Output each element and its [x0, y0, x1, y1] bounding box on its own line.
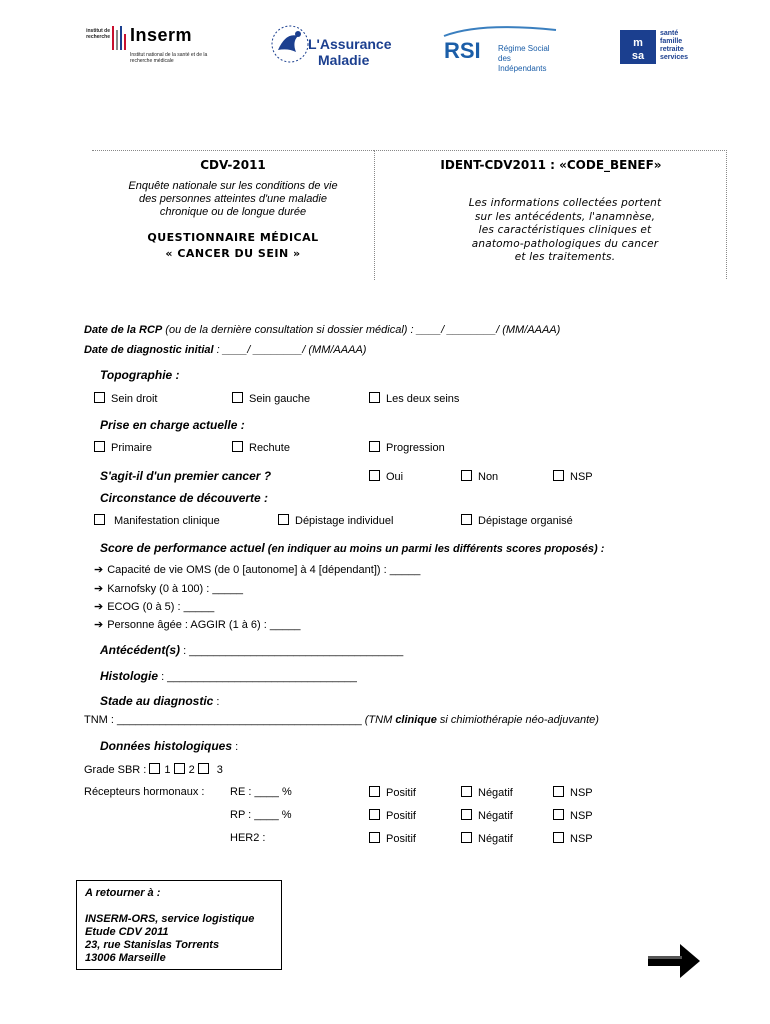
arrow-right-icon: ➔ — [94, 564, 104, 576]
msa-line1: santé — [660, 30, 679, 37]
option-label: NSP — [570, 787, 593, 799]
checkbox-icon[interactable] — [369, 441, 380, 452]
option-label: Dépistage organisé — [478, 515, 573, 527]
info-text — [420, 197, 710, 265]
score-title: Score de performance actuel — [100, 541, 265, 555]
study-subtitle-line1: Enquête nationale sur les conditions de vie — [128, 180, 338, 192]
option-sein-gauche[interactable] — [232, 392, 310, 405]
return-address-box — [76, 880, 282, 970]
premier-cancer-question: S'agit-il d'un premier cancer ? — [100, 469, 272, 483]
antecedents-row[interactable] — [100, 643, 403, 657]
rp-negatif[interactable] — [461, 809, 513, 822]
msa-line2: famille — [660, 38, 683, 45]
score-item-karnofsky[interactable] — [94, 582, 243, 595]
checkbox-icon[interactable] — [369, 786, 380, 797]
option-manifestation-clinique[interactable] — [94, 514, 220, 527]
date-diagnostic-label: Date de diagnostic initial — [84, 344, 214, 356]
checkbox-icon[interactable] — [94, 441, 105, 452]
info-line3: les caractéristiques cliniques et — [478, 224, 652, 236]
checkbox-icon[interactable] — [369, 392, 380, 403]
msa-line3: retraite — [660, 46, 684, 53]
info-line5: et les traitements. — [514, 251, 616, 263]
rsi-name: RSI — [444, 38, 481, 63]
re-label[interactable]: RE : ____ % — [230, 786, 292, 798]
option-label: Les deux seins — [386, 393, 460, 405]
score-item-label: Karnofsky (0 à 100) : _____ — [107, 583, 243, 595]
tnm-note-a: (TNM — [361, 714, 396, 726]
checkbox-icon[interactable] — [198, 763, 209, 774]
next-page-arrow-icon[interactable] — [648, 942, 702, 982]
assurance-maladie-logo — [268, 22, 392, 72]
stade-label: Stade au diagnostic — [100, 694, 214, 708]
arrow-right-icon: ➔ — [94, 619, 104, 631]
inserm-name: Inserm — [130, 25, 193, 45]
checkbox-icon[interactable] — [232, 441, 243, 452]
option-progression[interactable] — [369, 441, 445, 454]
option-depistage-organise[interactable] — [461, 514, 573, 527]
rp-nsp[interactable] — [553, 809, 593, 822]
histologie-label: Histologie — [100, 669, 159, 683]
option-label: Oui — [386, 471, 404, 483]
option-label: Dépistage individuel — [295, 515, 394, 527]
grade-sbr-row[interactable] — [84, 763, 223, 776]
re-nsp[interactable] — [553, 786, 593, 799]
return-line3: 23, rue Stanislas Torrents — [85, 939, 220, 951]
checkbox-icon[interactable] — [174, 763, 185, 774]
msa-line4: services — [660, 54, 689, 61]
option-depistage-individuel[interactable] — [278, 514, 393, 527]
inserm-tagline: Institut national de la santé et de la recherche médicale — [130, 52, 208, 64]
checkbox-icon[interactable] — [553, 786, 564, 797]
grade-3-label: 3 — [216, 764, 223, 776]
checkbox-icon[interactable] — [369, 809, 380, 820]
circonstance-title: Circonstance de découverte : — [100, 491, 269, 505]
checkbox-icon[interactable] — [461, 514, 472, 525]
option-label: Primaire — [111, 442, 152, 454]
info-line2: sur les antécédents, l'anamnèse, — [474, 210, 656, 223]
option-label: Sein gauche — [249, 393, 311, 405]
option-label: Sein droit — [111, 393, 158, 405]
checkbox-icon[interactable] — [94, 514, 105, 525]
option-nsp[interactable] — [553, 470, 593, 483]
antecedents-blank: : ___________________________________ — [180, 645, 404, 657]
study-subtitle-line3: chronique ou de longue durée — [159, 206, 307, 218]
return-title: A retourner à : — [85, 887, 161, 899]
checkbox-icon[interactable] — [461, 832, 472, 843]
info-line1: Les informations collectées portent — [468, 197, 662, 209]
score-item-label: Personne âgée : AGGIR (1 à 6) : _____ — [107, 619, 301, 631]
svg-text:m: m — [633, 37, 643, 49]
date-rcp-label: Date de la RCP — [84, 324, 163, 336]
msa-emblem-icon — [620, 30, 656, 64]
arrow-right-icon: ➔ — [94, 583, 104, 595]
checkbox-icon[interactable] — [553, 470, 564, 481]
option-label: Positif — [386, 833, 416, 845]
rsi-line2: des Indépendants — [498, 54, 547, 73]
rp-label[interactable]: RP : ____ % — [230, 809, 292, 821]
score-item-ecog[interactable] — [94, 600, 214, 613]
svg-text:sa: sa — [631, 50, 645, 62]
return-address-text — [85, 887, 254, 965]
donnees-title: Données histologiques — [100, 739, 233, 753]
rsi-swoosh-icon — [440, 24, 560, 38]
checkbox-icon[interactable] — [553, 809, 564, 820]
option-oui[interactable] — [369, 470, 403, 483]
info-line4: anatomo-pathologiques du cancer — [471, 237, 659, 250]
return-line1: INSERM-ORS, service logistique — [85, 913, 255, 925]
score-item-label: Capacité de vie OMS (de 0 [autonome] à 4 [dépendant]) : _____ — [107, 564, 421, 576]
checkbox-icon[interactable] — [278, 514, 289, 525]
checkbox-icon[interactable] — [232, 392, 243, 403]
donnees-colon: : — [232, 741, 239, 753]
date-rcp-note: (ou de la dernière consultation si dossier médical) : ____/ ________/ (MM/AAAA) — [162, 324, 561, 336]
inserm-small-text: institut de recherche — [86, 28, 110, 40]
msa-logo — [620, 30, 700, 66]
option-label: Positif — [386, 787, 416, 799]
questionnaire-heading — [92, 230, 374, 262]
grade-sbr-label: Grade SBR : — [84, 764, 150, 776]
msa-text — [660, 30, 688, 62]
tnm-note-b: clinique — [395, 714, 437, 726]
score-item-oms[interactable] — [94, 563, 420, 576]
checkbox-icon[interactable] — [461, 470, 472, 481]
option-label: Non — [478, 471, 499, 483]
checkbox-icon[interactable] — [553, 832, 564, 843]
inserm-logo — [72, 24, 212, 68]
recepteurs-label: Récepteurs hormonaux : — [84, 786, 205, 798]
topographie-title: Topographie : — [100, 368, 180, 382]
rp-positif[interactable] — [369, 809, 416, 822]
stade-title-row — [100, 694, 219, 708]
re-negatif[interactable] — [461, 786, 513, 799]
option-label: Négatif — [478, 787, 513, 799]
return-line4: 13006 Marseille — [85, 952, 166, 964]
ident-code: IDENT-CDV2011 : «CODE_BENEF» — [440, 158, 662, 172]
re-positif[interactable] — [369, 786, 416, 799]
grade-1-label: 1 — [164, 764, 171, 776]
option-label: NSP — [570, 471, 593, 483]
assurance-line2: Maladie — [318, 52, 370, 68]
assurance-maladie-emblem-icon — [268, 22, 312, 66]
donnees-title-row — [100, 739, 238, 753]
inserm-bars-icon — [112, 26, 128, 50]
option-sein-droit[interactable] — [94, 392, 157, 405]
score-note: (en indiquer au moins un parmi les différents scores proposés) : — [264, 543, 605, 555]
checkbox-icon[interactable] — [461, 786, 472, 797]
option-deux-seins[interactable] — [369, 392, 459, 405]
rsi-line1: Régime Social — [498, 44, 550, 53]
stade-colon: : — [213, 696, 220, 708]
tnm-row[interactable] — [84, 714, 599, 726]
arrow-right-icon: ➔ — [94, 601, 104, 613]
option-label: Rechute — [249, 442, 290, 454]
return-line2: Etude CDV 2011 — [85, 926, 169, 938]
option-label: NSP — [570, 833, 593, 845]
rsi-text — [498, 44, 560, 74]
checkbox-icon[interactable] — [369, 832, 380, 843]
tnm-prefix: TNM : ________________________________________ — [84, 714, 362, 726]
antecedents-label: Antécédent(s) — [100, 643, 181, 657]
date-rcp-row[interactable] — [84, 324, 560, 336]
study-subtitle-line2: des personnes atteintes d'une maladie — [138, 193, 327, 205]
option-rechute[interactable] — [232, 441, 290, 454]
score-item-label: ECOG (0 à 5) : _____ — [107, 601, 215, 613]
option-label: Manifestation clinique — [114, 515, 220, 527]
her2-negatif[interactable] — [461, 832, 513, 845]
option-non[interactable] — [461, 470, 498, 483]
header-divider — [374, 150, 375, 280]
option-label: Négatif — [478, 810, 513, 822]
score-item-aggir[interactable] — [94, 618, 300, 631]
histologie-blank: : _______________________________ — [158, 671, 357, 683]
score-title-row — [100, 541, 604, 555]
tnm-note-c: si chimiothérapie néo-adjuvante) — [436, 714, 599, 726]
her2-label: HER2 : — [230, 832, 266, 844]
checkbox-icon[interactable] — [94, 392, 105, 403]
checkbox-icon[interactable] — [149, 763, 160, 774]
questionnaire-heading-line2: « CANCER DU SEIN » — [165, 247, 301, 260]
option-primaire[interactable] — [94, 441, 152, 454]
date-diagnostic-note: : ____/ ________/ (MM/AAAA) — [213, 344, 367, 356]
her2-positif[interactable] — [369, 832, 416, 845]
questionnaire-heading-line1: QUESTIONNAIRE MÉDICAL — [147, 231, 319, 244]
prise-en-charge-title: Prise en charge actuelle : — [100, 418, 245, 432]
checkbox-icon[interactable] — [461, 809, 472, 820]
rsi-logo — [440, 24, 560, 73]
option-label: NSP — [570, 810, 593, 822]
checkbox-icon[interactable] — [369, 470, 380, 481]
her2-nsp[interactable] — [553, 832, 593, 845]
study-title: CDV-2011 — [200, 158, 266, 172]
grade-2-label: 2 — [188, 764, 195, 776]
option-label: Progression — [386, 442, 445, 454]
option-label: Positif — [386, 810, 416, 822]
histologie-row[interactable] — [100, 669, 357, 683]
assurance-line1: L'Assurance — [308, 36, 392, 52]
date-diagnostic-row[interactable] — [84, 344, 366, 356]
study-subtitle — [92, 180, 374, 219]
option-label: Négatif — [478, 833, 513, 845]
